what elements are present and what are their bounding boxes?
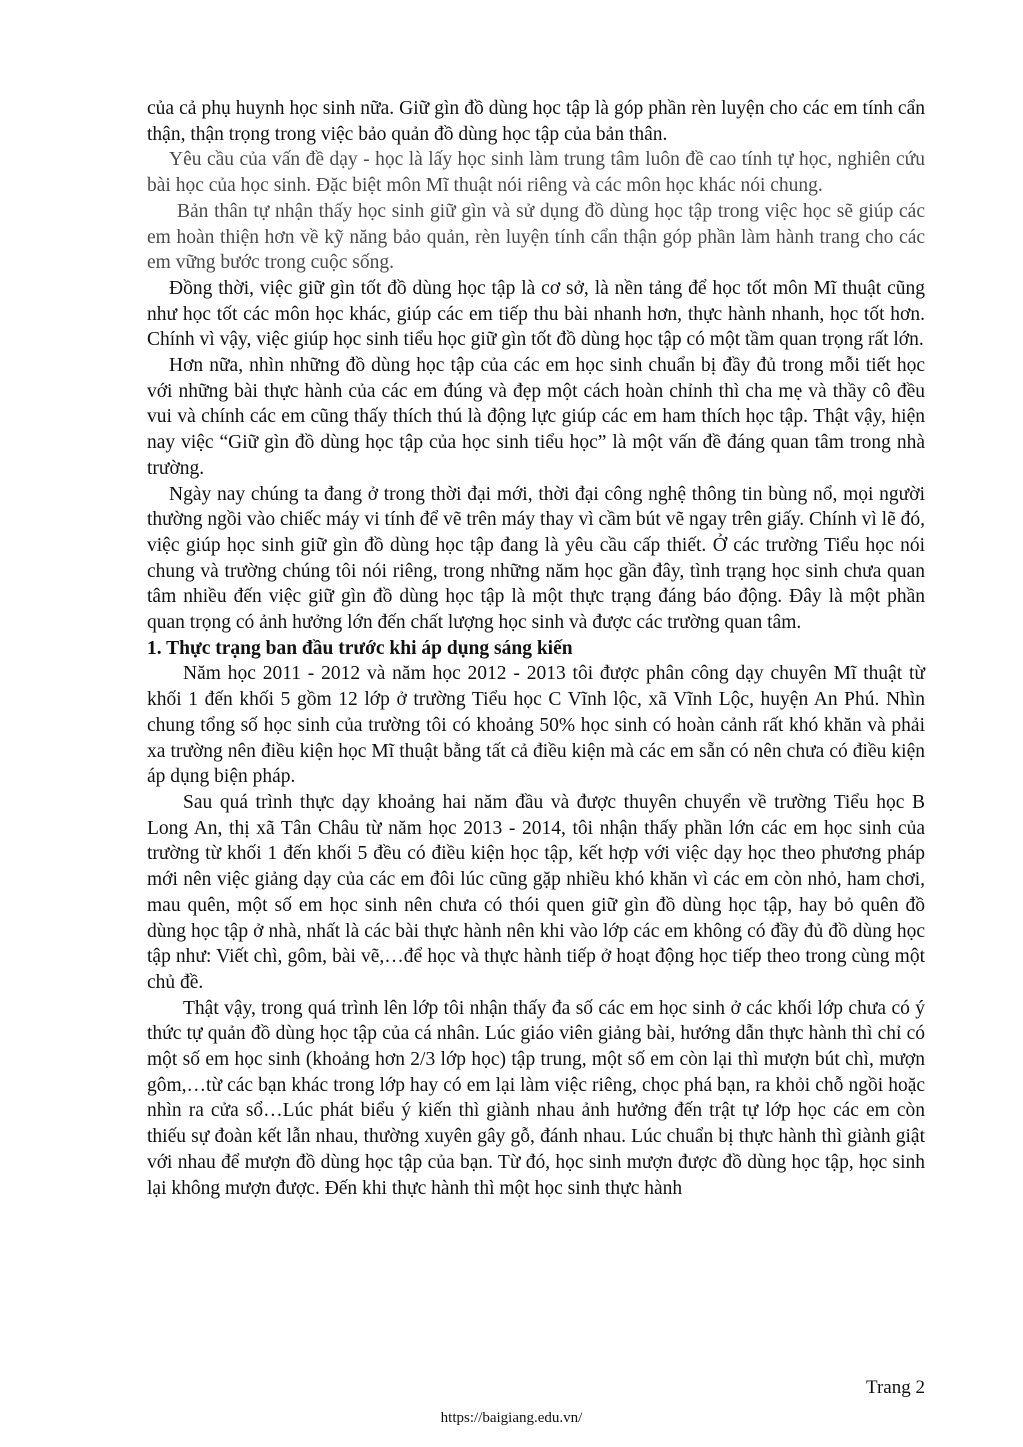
document-page bbox=[147, 96, 925, 1201]
section-heading: 1. Thực trạng ban đầu trước khi áp dụng sáng kiến bbox=[147, 637, 573, 659]
paragraph-2: Yêu cầu của vấn đề dạy - học là lấy học sinh làm trung tâm luôn đề cao tính tự học, nghiên cứu bài học của học sinh. Đặc biệt môn Mĩ thuật nói riêng và các môn học khác nói chung. bbox=[147, 149, 925, 197]
footer-url[interactable]: https://baigiang.edu.vn/ bbox=[440, 1410, 583, 1426]
section-paragraph-3: Thật vậy, trong quá trình lên lớp tôi nhận thấy đa số các em học sinh ở các khối lớp chưa có ý thức tự quản đồ dùng học tập của cá nhân. Lúc giáo viên giảng bài, hướng dẫn thực hành thì chỉ có một số em học sinh (khoảng hơn 2/3 lớp học) tập trung, một số em còn lại thì mượn bút chì, mượn gôm,…từ các bạn khác trong lớp hay có em lại làm việc riêng, chọc phá bạn, ra khỏi chỗ ngồi hoặc nhìn ra cửa sổ…Lúc phát biểu ý kiến thì giành nhau ảnh hưởng đến trật tự lớp học các em còn thiếu sự đoàn kết lẫn nhau, thường xuyên gây gỗ, đánh nhau. Lúc chuẩn bị thực hành thì giành giật với nhau để mượn đồ dùng học tập của bạn. Từ đó, học sinh mượn được đồ dùng học tập, học sinh lại không mượn được. Đến khi thực hành thì một học sinh thực hành bbox=[147, 997, 925, 1199]
paragraph-3: Bản thân tự nhận thấy học sinh giữ gìn và sử dụng đồ dùng học tập trong việc học sẽ giúp các em hoàn thiện hơn về kỹ năng bảo quản, rèn luyện tính cẩn thận góp phần làm hành trang cho các em vững bước trong cuộc sống. bbox=[147, 200, 925, 274]
paragraph-4: Đồng thời, việc giữ gìn tốt đồ dùng học tập là cơ sở, là nền tảng để học tốt môn Mĩ thuật cũng như học tốt các môn học khác, giúp các em tiếp thu bài nhanh hơn, thực hành nhanh, học tốt hơn. Chính vì vậy, việc giúp học sinh tiểu học giữ gìn tốt đồ dùng học tập có một tầm quan trọng rất lớn. bbox=[147, 277, 925, 351]
paragraph-1: của cả phụ huynh học sinh nữa. Giữ gìn đồ dùng học tập là góp phần rèn luyện cho các em tính cẩn thận, thận trọng trong việc bảo quản đồ dùng học tập của bản thân. bbox=[147, 98, 925, 145]
paragraph-6: Ngày nay chúng ta đang ở trong thời đại mới, thời đại công nghệ thông tin bùng nổ, mọi người thường ngồi vào chiếc máy vi tính để vẽ trên máy thay vì cầm bút vẽ ngay trên giấy. Chính vì lẽ đó, việc giúp học sinh giữ gìn đồ dùng học tập đang là yêu cầu cấp thiết. Ở các trường Tiểu học nói chung và trường chúng tôi nói riêng, trong những năm học gần đây, tình trạng học sinh chưa quan tâm nhiều đến việc giữ gìn đồ dùng học tập là một thực trạng đáng báo động. Đây là một phần quan trọng có ảnh hưởng lớn đến chất lượng học sinh và được các trường quan tâm. bbox=[147, 483, 925, 634]
paragraph-5: Hơn nữa, nhìn những đồ dùng học tập của các em học sinh chuẩn bị đầy đủ trong mỗi tiết học với những bài thực hành của các em đúng và đẹp một cách hoàn chỉnh thì cha mẹ và thầy cô đều vui và chính các em cũng thấy thích thú là động lực giúp các em ham thích học tập. Thật vậy, hiện nay việc “Giữ gìn đồ dùng học tập của học sinh tiểu học” là một vấn đề đáng quan tâm trong nhà trường. bbox=[147, 355, 925, 479]
section-paragraph-2: Sau quá trình thực dạy khoảng hai năm đầu và được thuyên chuyển về trường Tiểu học B Long An, thị xã Tân Châu từ năm học 2013 - 2014, tôi nhận thấy phần lớn các em học sinh của trường từ khối 1 đến khối 5 đều có điều kiện học tập, kết hợp với việc dạy học theo phương pháp mới nên việc giảng dạy của các em đôi lúc cũng gặp nhiều khó khăn vì các em còn nhỏ, ham chơi, mau quên, một số em học sinh nên chưa có thói quen giữ gìn đồ dùng học tập, hay bỏ quên đồ dùng học tập ở nhà, nhất là các bài thực hành nên khi vào lớp các em không có đầy đủ đồ dùng học tập như: Viết chì, gôm, bài vẽ,…để học và thực hành tiếp ở hoạt động học tiếp theo trong cùng một chủ đề. bbox=[147, 791, 925, 993]
page-number: Trang 2 bbox=[866, 1377, 925, 1398]
section-paragraph-1: Năm học 2011 - 2012 và năm học 2012 - 2013 tôi được phân công dạy chuyên Mĩ thuật từ khối 1 đến khối 5 gồm 12 lớp ở trường Tiểu học C Vĩnh lộc, xã Vĩnh Lộc, huyện An Phú. Nhìn chung tổng số học sinh của trường tôi có khoảng 50% học sinh có hoàn cảnh rất khó khăn và phải xa trường nên điều kiện học Mĩ thuật bằng tất cả điều kiện mà các em sẵn có nên chưa có điều kiện áp dụng biện pháp. bbox=[147, 663, 925, 788]
